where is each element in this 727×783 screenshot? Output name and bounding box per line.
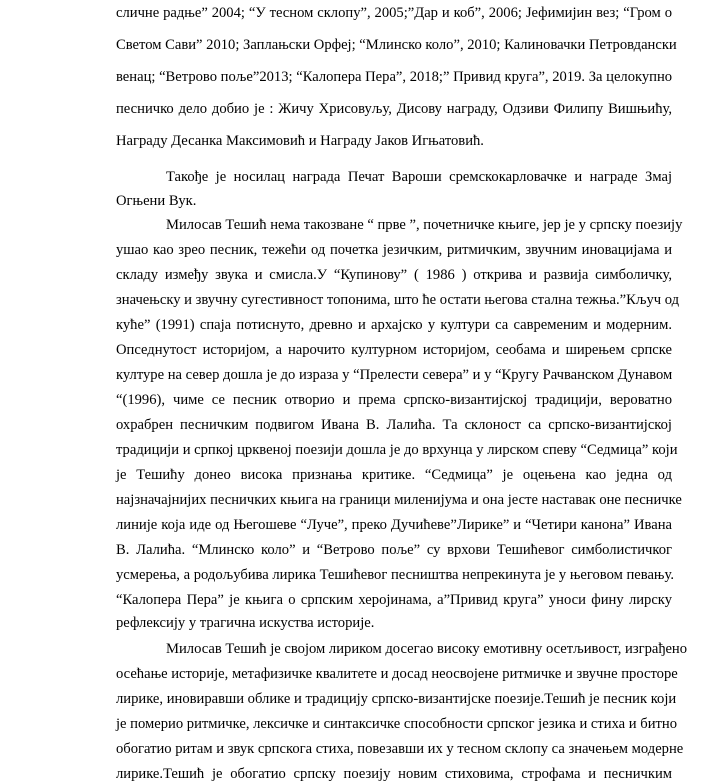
text-line: Опседнутост историјом, а нарочито културном историјом, сеобама и ширењем српске [116,342,672,358]
text-line: “Калопера Пера” је књига о српским херојинама, а”Привид круга” уноси фину лирску [116,592,672,608]
text-line: ушао као зрео песник, тежећи од почетка језичким, ритмичким, звучним иновацијама и [116,242,672,258]
text-line: венац; “Ветрово поље”2013; “Калопера Пера”, 2018;” Привид круга”, 2019. За целокупно [116,69,673,85]
text-line: Милосав Тешић нема такозване “ прве ”, почетничке књиге, јер је у српску поезију [166,217,683,233]
text-line: значењску и звучну сугестивност топонима, што ће остати његова стална тежња.”Кључ од [116,292,680,308]
text-line: лирике.Тешић је обогатио српску поезију новим стиховима, строфама и песничким [116,766,672,782]
text-line: Светом Сави” 2010; Заплањски Орфеј; “Млинско коло”, 2010; Калиновачки Петровдански [116,37,677,53]
text-line: усмерења, а родољубива лирика Тешићевог песништва непрекинута је у његовом певању. [116,567,674,583]
text-line: складу између звука и смисла.У “Купинову” ( 1986 ) открива и развија симболичку, [116,267,672,283]
text-line: лирике, иновиравши облике и традицију српско-византијске поезије.Тешић је песник који [116,691,677,707]
text-line: обогатио ритам и звук српскога стиха, повезавши их у тесном склопу са значењем модерне [116,741,684,757]
text-line: линије која иде од Његошеве “Луче”, преко Дучићеве”Лирике” и “Четири канона” Ивана [116,517,672,533]
text-line: Милосав Тешић је својом лириком досегао високу емотивну осетљивост, изграђено [166,641,688,657]
text-line: охрабрен песничким подвигом Ивана В. Лалића. Та склоност са српско-византијској [116,417,672,433]
text-line: Такође је носилац награда Печат Вароши сремскокарловачке и награде Змај [166,169,672,185]
text-line: културе на север дошла је до израза у “Прелести севера” и у “Кругу Рачванском Дунавом [116,367,673,383]
text-line: рефлексију у трагична искуства историје. [116,615,375,631]
text-line: традицији и српкој црквеној поезији дошла је до врхунца у лирском спеву “Седмица” који [116,442,678,458]
text-line: песничко дело добио је : Жичу Хрисовуљу, Дисову награду, Одзиви Филипу Вишњићу, [116,101,672,117]
text-line: В. Лалића. “Млинско коло” и “Ветрово поље” су врхови Тешићевог симболистичког [116,542,672,558]
text-line: сличне радње” 2004; “У тесном склопу”, 2005;”Дар и коб”, 2006; Јефимијин вез; “Гром о [116,5,672,21]
text-line: је Тешићу донео висока признања критике. “Седмица” је оцењена као једна од [116,467,672,483]
text-line: најзначајнијих песничких књига на граници миленијума и она јесте наставак оне песничке [116,492,682,508]
text-line: куће” (1991) спаја потиснуто, древно и архајско у култури са савременим и модерним. [116,317,672,333]
text-line: је померио ритмичке, лексичке и синтаксичке способности српског језика и стиха и битно [116,716,677,732]
text-line: Огњени Вук. [116,193,197,209]
text-line: осећање историје, метафизичке квалитете и досад неосвојене ритмичке и звучне просторе [116,666,678,682]
text-line: “(1996), чиме се песник отворио и према српско-византијској традицији, вероватно [116,392,672,408]
text-line: Награду Десанка Максимовић и Награду Јаков Игњатовић. [116,133,484,149]
